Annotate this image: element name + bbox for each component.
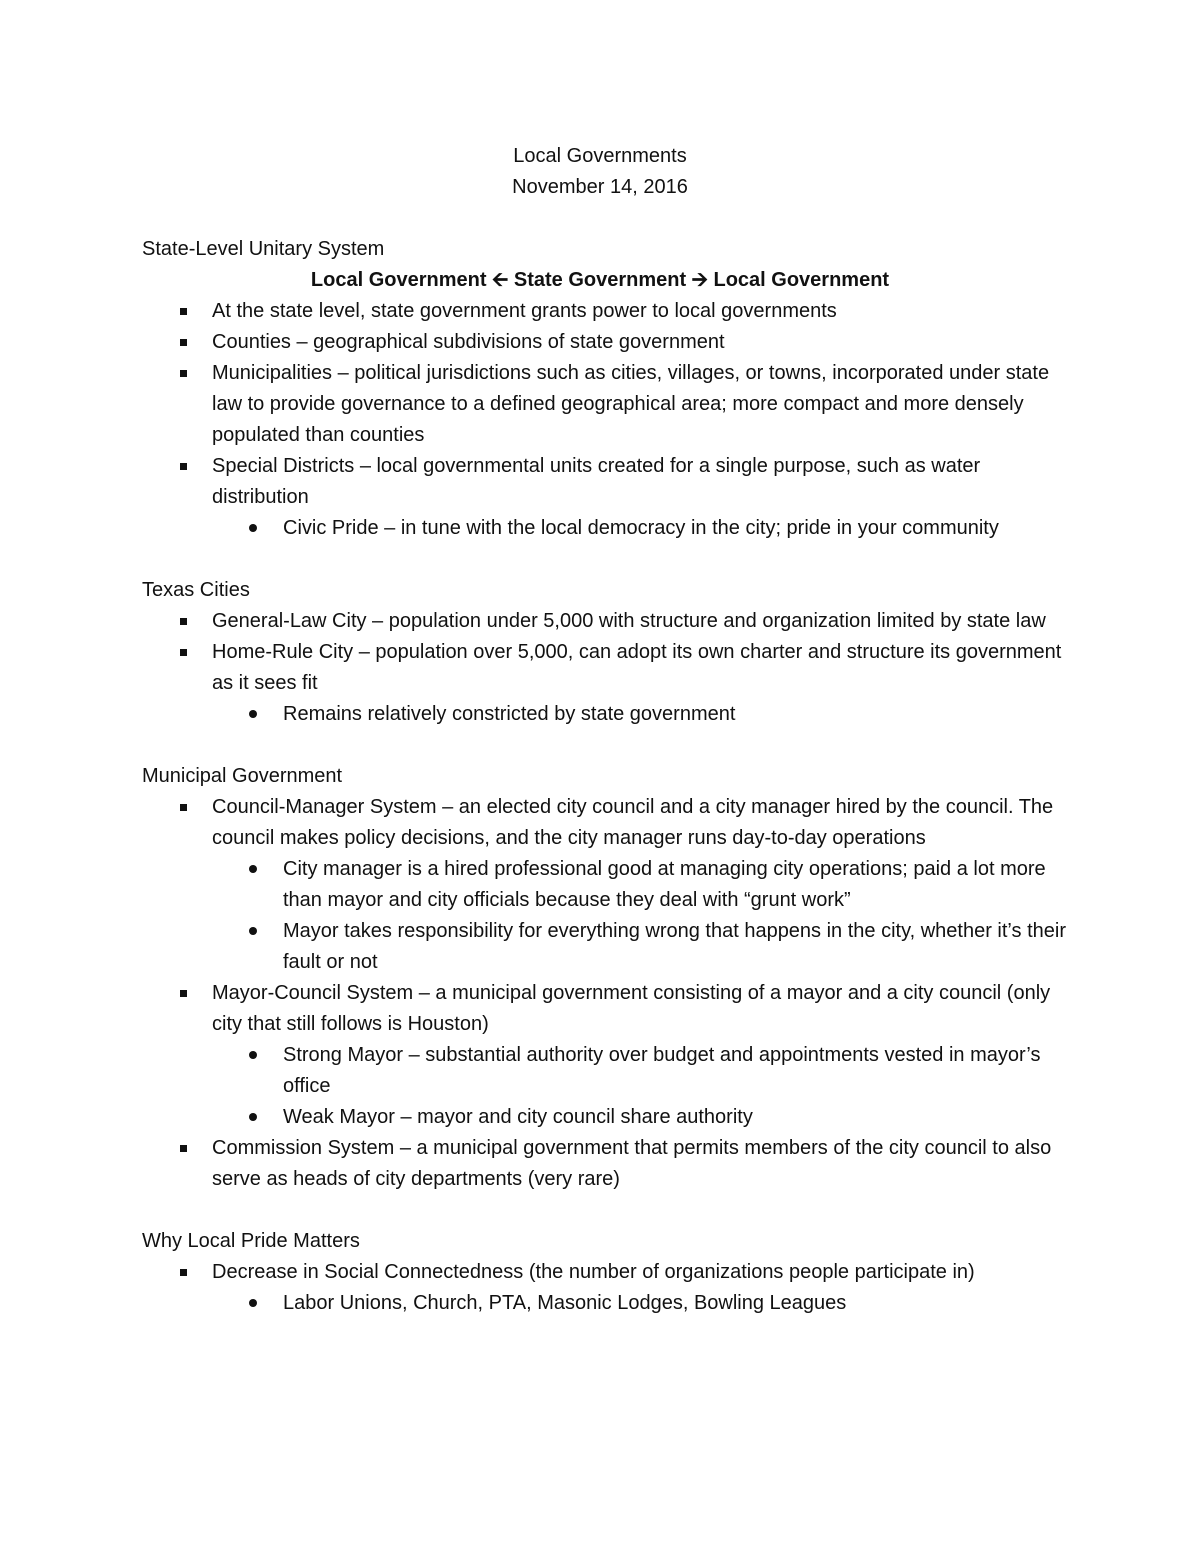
square-bullet-icon bbox=[180, 370, 187, 377]
list-item bbox=[142, 327, 1072, 358]
document-title: Local Governments bbox=[513, 145, 687, 167]
list-item-text: At the state level, state government grants power to local governments bbox=[212, 300, 837, 322]
square-bullet-icon bbox=[180, 1269, 187, 1276]
sub-list-item bbox=[142, 699, 1072, 730]
list-item-text: Commission System – a municipal government that permits members of the city council to also serve as heads of city departments (very rare) bbox=[212, 1137, 1052, 1190]
square-bullet-icon bbox=[180, 463, 187, 470]
list-item bbox=[142, 1257, 1072, 1288]
list-item-text: General-Law City – population under 5,000 with structure and organization limited by state law bbox=[212, 610, 1046, 632]
round-bullet-icon bbox=[249, 1299, 257, 1307]
list-item-text: Mayor-Council System – a municipal government consisting of a mayor and a city council (only city that still follows is Houston) bbox=[212, 982, 1051, 1035]
municipal-government-list bbox=[142, 792, 1072, 1195]
sub-list-item bbox=[142, 916, 1072, 978]
list-item-text: Decrease in Social Connectedness (the number of organizations people participate in) bbox=[212, 1261, 975, 1283]
list-item bbox=[142, 606, 1072, 637]
spacer bbox=[142, 544, 1072, 575]
sub-list-item bbox=[142, 1288, 1072, 1319]
round-bullet-icon bbox=[249, 1113, 257, 1121]
round-bullet-icon bbox=[249, 1051, 257, 1059]
list-item bbox=[142, 358, 1072, 451]
square-bullet-icon bbox=[180, 339, 187, 346]
sub-list-item-text: City manager is a hired professional good at managing city operations; paid a lot more than mayor and city officials because they deal with “grunt work” bbox=[283, 858, 1046, 911]
square-bullet-icon bbox=[180, 990, 187, 997]
list-item bbox=[142, 792, 1072, 854]
list-item-text: Special Districts – local governmental units created for a single purpose, such as water distribution bbox=[212, 455, 981, 508]
list-item bbox=[142, 451, 1072, 513]
list-item bbox=[142, 296, 1072, 327]
list-item-text: Counties – geographical subdivisions of state government bbox=[212, 331, 725, 353]
square-bullet-icon bbox=[180, 308, 187, 315]
texas-cities-list bbox=[142, 606, 1072, 730]
document-body bbox=[142, 141, 1072, 1319]
local-pride-list bbox=[142, 1257, 1072, 1319]
spacer bbox=[142, 730, 1072, 761]
round-bullet-icon bbox=[249, 927, 257, 935]
section-heading-texas-cities: Texas Cities bbox=[142, 579, 250, 601]
section-heading-municipal-government: Municipal Government bbox=[142, 765, 343, 787]
round-bullet-icon bbox=[249, 865, 257, 873]
square-bullet-icon bbox=[180, 618, 187, 625]
list-item bbox=[142, 1133, 1072, 1195]
list-item-text: Council-Manager System – an elected city council and a city manager hired by the council. The council makes policy decisions, and the city manager runs day-to-day operations bbox=[212, 796, 1054, 849]
sub-list-item-text: Remains relatively constricted by state government bbox=[283, 703, 736, 725]
list-item bbox=[142, 637, 1072, 699]
sub-list-item-text: Strong Mayor – substantial authority over budget and appointments vested in mayor’s office bbox=[283, 1044, 1041, 1097]
sub-list-item bbox=[142, 854, 1072, 916]
section-heading-state-level: State-Level Unitary System bbox=[142, 238, 385, 260]
document-date: November 14, 2016 bbox=[512, 176, 688, 198]
state-level-list bbox=[142, 296, 1072, 544]
sub-list-item-text: Mayor takes responsibility for everything wrong that happens in the city, whether it’s their fault or not bbox=[283, 920, 1066, 973]
sub-list-item-text: Weak Mayor – mayor and city council share authority bbox=[283, 1106, 753, 1128]
square-bullet-icon bbox=[180, 1145, 187, 1152]
sub-list-item bbox=[142, 1102, 1072, 1133]
sub-list-item-text: Civic Pride – in tune with the local democracy in the city; pride in your community bbox=[283, 517, 999, 539]
section-heading-local-pride: Why Local Pride Matters bbox=[142, 1230, 360, 1252]
round-bullet-icon bbox=[249, 710, 257, 718]
round-bullet-icon bbox=[249, 524, 257, 532]
spacer bbox=[142, 1195, 1072, 1226]
sub-list-item bbox=[142, 1040, 1072, 1102]
sub-list-item bbox=[142, 513, 1072, 544]
list-item-text: Municipalities – political jurisdictions such as cities, villages, or towns, incorporated under state law to provide governance to a defined geographical area; more compact and more densely populated than counties bbox=[212, 362, 1050, 446]
square-bullet-icon bbox=[180, 649, 187, 656]
square-bullet-icon bbox=[180, 804, 187, 811]
list-item bbox=[142, 978, 1072, 1040]
list-item-text: Home-Rule City – population over 5,000, can adopt its own charter and structure its government as it sees fit bbox=[212, 641, 1062, 694]
government-flow-line: Local Government 🡨 State Government 🡪 Local Government bbox=[310, 269, 890, 291]
spacer bbox=[142, 203, 1072, 234]
sub-list-item-text: Labor Unions, Church, PTA, Masonic Lodges, Bowling Leagues bbox=[283, 1292, 847, 1314]
